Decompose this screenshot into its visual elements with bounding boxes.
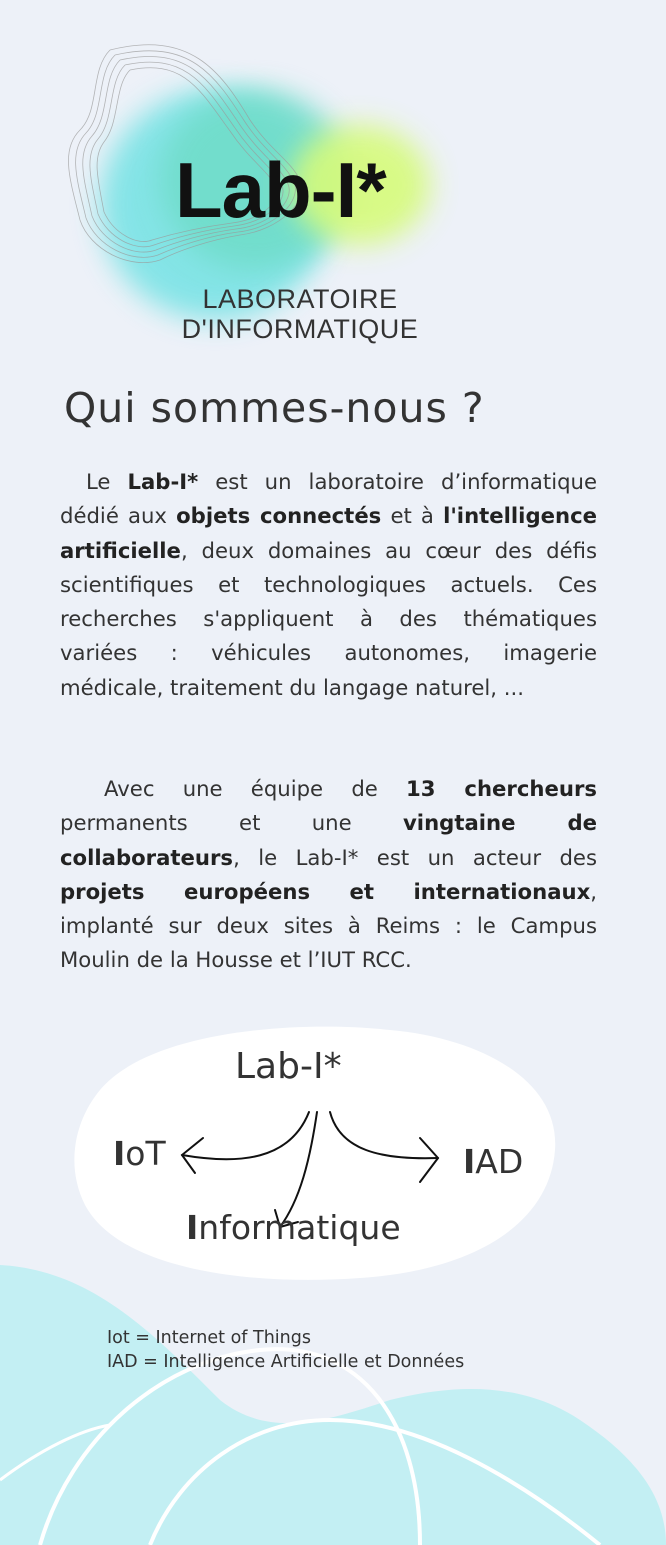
team-paragraph [60,772,597,978]
text: , deux domaines au cœur des défis scientifiques et technologiques actuels. Ces recherches s'appliquent à des thématiques variées : véhicules autonomes, imagerie médicale, traitement du langage naturel, ... [60,537,597,700]
diagram-iot-label: IoT [113,1134,166,1173]
intro-paragraph [60,465,597,705]
structure-diagram [60,1020,580,1290]
bold-text: vingtaine de collaborateurs [60,810,597,870]
bold-text: objets connectés [176,503,382,529]
text: , le Lab-I* est un acteur des [233,844,597,870]
bold-text: 13 chercheurs [406,776,597,801]
text: et à [381,503,444,529]
legend-iot: Iot = Internet of Things [107,1328,311,1348]
text: Avec une équipe de [104,776,407,801]
diagram-iad-label: IAD [463,1142,524,1181]
logo-subtitle [150,284,450,344]
diagram-informatique-label: Informatique [186,1208,401,1247]
text: , implanté sur deux sites à Reims : le Campus Moulin de la Housse et l’IUT RCC. [60,878,597,973]
diagram-root-label: Lab-I* [235,1046,342,1087]
legend-iad: IAD = Intelligence Artificielle et Données [107,1352,465,1372]
page-title: Qui sommes-nous ? [64,384,485,432]
bold-text: Lab-I* [127,469,199,494]
logo-subtitle-line1: LABORATOIRE [202,284,398,314]
logo-subtitle-line2: D'INFORMATIQUE [181,314,419,344]
logo-wordmark: Lab-I* [175,146,386,234]
text: permanents et une [60,810,403,836]
text: Le [86,469,128,494]
bold-text: projets européens et internationaux [60,878,591,904]
logo [50,30,450,350]
abbreviation-legend [107,1326,464,1374]
bold-text: l'intelligence artificielle [60,503,597,563]
text: est un laboratoire d’informatique dédié aux [60,469,597,529]
